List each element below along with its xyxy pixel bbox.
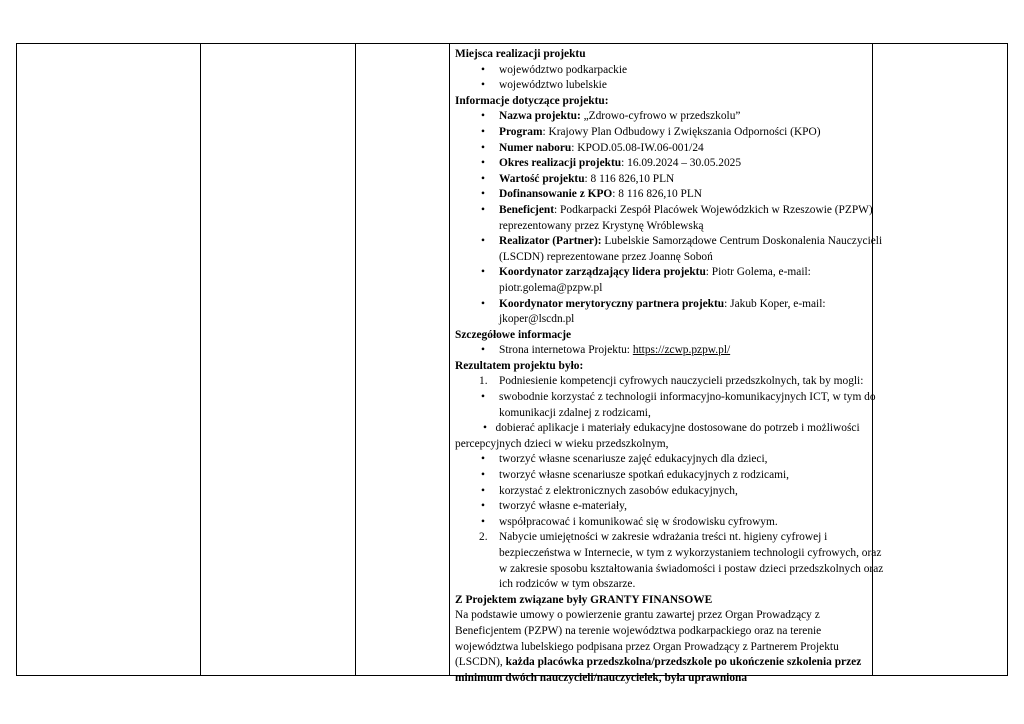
special-item-text: dobierać aplikacje i materiały edukacyjne dostosowane do potrzeb i możliwości percepcyjnych dzieci w wieku przedszkolnym, xyxy=(455,422,860,450)
result-1-sublist-b xyxy=(455,452,887,530)
column-divider xyxy=(449,44,450,675)
info-list xyxy=(455,109,887,327)
info-item xyxy=(455,203,887,234)
grants-paragraph xyxy=(455,608,887,686)
website-item xyxy=(455,343,887,359)
info-label: Koordynator zarządzający lidera projektu xyxy=(499,266,706,279)
info-value: : Podkarpacki Zespół Placówek Wojewódzkich w Rzeszowie (PZPW) reprezentowany przez Krystynę Wróblewską xyxy=(499,203,873,232)
info-value: : KPOD.05.08-IW.06-001/24 xyxy=(571,141,704,154)
item-text: tworzyć własne e-materiały, xyxy=(499,500,627,513)
result-subitem xyxy=(455,484,887,500)
bullet: • xyxy=(481,469,485,482)
info-item xyxy=(455,109,887,125)
grants-heading: Z Projektem związane były GRANTY FINANSOWE xyxy=(455,593,713,606)
info-item xyxy=(455,265,887,296)
document-table xyxy=(16,43,1008,684)
info-value: : Jakub Koper, e-mail: jkoper@lscdn.pl xyxy=(499,297,826,326)
result-subitem xyxy=(455,468,887,484)
info-item xyxy=(455,187,887,203)
locations-list xyxy=(455,63,887,94)
results-heading: Rezultatem projektu było: xyxy=(455,359,584,372)
bullet: • xyxy=(481,266,485,279)
project-description-cell xyxy=(455,47,887,686)
item-text: tworzyć własne scenariusze zajęć edukacyjnych dla dzieci, xyxy=(499,453,768,466)
info-value: : 8 116 826,10 PLN xyxy=(612,188,703,201)
info-value: : Piotr Golema, e-mail: piotr.golema@pzpw.pl xyxy=(499,266,811,294)
result-1-special-item xyxy=(455,421,887,452)
bullet: • xyxy=(481,515,485,528)
result-item-1 xyxy=(455,374,887,390)
bullet: • xyxy=(481,500,485,513)
result-1-sublist xyxy=(455,390,887,421)
info-label: Realizator (Partner): xyxy=(499,235,602,248)
info-item xyxy=(455,297,887,328)
item-text: województwo lubelskie xyxy=(499,79,607,92)
bullet: • xyxy=(481,484,485,497)
item-text: województwo podkarpackie xyxy=(499,63,628,76)
info-item xyxy=(455,141,887,157)
bullet: • xyxy=(481,391,485,404)
grants-text: Na podstawie umowy o powierzenie grantu zawartej przez Organ Prowadzący z Beneficjentem (PZPW) na terenie województwa podkarpackiego oraz na terenie województwa lubelskiego podpisana przez Organ Prowadzący z Partnerem Projektu (LSCDN), xyxy=(455,609,839,669)
column-divider xyxy=(355,44,356,675)
info-label: Numer naboru xyxy=(499,141,572,154)
info-label: Program xyxy=(499,125,543,138)
locations-heading: Miejsca realizacji projektu xyxy=(455,48,586,60)
info-label: Wartość projektu xyxy=(499,172,585,185)
number-marker: 2. xyxy=(479,531,488,544)
bullet: • xyxy=(481,203,485,216)
result-subitem xyxy=(455,499,887,515)
bullet: • xyxy=(481,141,485,154)
bullet: • xyxy=(481,110,485,123)
info-label: Koordynator merytoryczny partnera projektu xyxy=(499,297,725,310)
bullet: • xyxy=(481,344,485,357)
column-divider xyxy=(200,44,201,675)
info-item xyxy=(455,125,887,141)
info-item xyxy=(455,156,887,172)
info-item xyxy=(455,234,887,265)
info-label: Nazwa projektu: xyxy=(499,110,581,123)
bullet: • xyxy=(481,125,485,138)
result-item-2 xyxy=(455,530,887,592)
info-value: : 8 116 826,10 PLN xyxy=(584,172,675,185)
info-value: „Zdrowo-cyfrowo w przedszkolu” xyxy=(580,110,741,123)
item-text: współpracować i komunikować się w środowisku cyfrowym. xyxy=(499,515,778,528)
location-item xyxy=(455,63,887,79)
info-item xyxy=(455,172,887,188)
item-text: korzystać z elektronicznych zasobów edukacyjnych, xyxy=(499,484,738,497)
result-2-text: Nabycie umiejętności w zakresie wdrażania treści nt. higieny cyfrowej i bezpieczeństwa w Internecie, w tym z wykorzystaniem technologii cyfrowych, oraz w zakresie sposobu kształtowania świadomości i postaw dzieci przedszkolnych oraz ich rodziców w tym obszarze. xyxy=(499,531,884,591)
info-label: Beneficjent xyxy=(499,203,555,216)
bullet: • xyxy=(481,172,485,185)
location-item xyxy=(455,78,887,94)
info-value: : Krajowy Plan Odbudowy i Zwiększania Odporności (KPO) xyxy=(542,125,821,138)
item-text: tworzyć własne scenariusze spotkań edukacyjnych z rodzicami, xyxy=(499,469,790,482)
result-subitem xyxy=(455,452,887,468)
bullet: • xyxy=(481,297,485,310)
grants-bold-text: każda placówka przedszkolna/przedszkole po ukończenie szkolenia przez minimum dwóch nauczycieli/nauczycielek, była uprawniona xyxy=(455,656,862,684)
info-label: Okres realizacji projektu xyxy=(499,157,622,170)
bullet: • xyxy=(481,188,485,201)
info-label: Dofinansowanie z KPO xyxy=(499,188,613,201)
result-1-text: Podniesienie kompetencji cyfrowych nauczycieli przedszkolnych, tak by mogli: xyxy=(499,375,864,388)
details-heading: Szczegółowe informacje xyxy=(455,328,572,341)
result-subitem xyxy=(455,390,887,421)
info-value: Lubelskie Samorządowe Centrum Doskonalenia Nauczycieli (LSCDN) reprezentowane przez Joannę Soboń xyxy=(499,235,883,263)
result-subitem xyxy=(455,515,887,531)
number-marker: 1. xyxy=(479,375,488,388)
bullet: • xyxy=(481,453,485,466)
bullet: • xyxy=(481,235,485,248)
website-link[interactable]: https://zcwp.pzpw.pl/ xyxy=(632,344,731,357)
info-heading: Informacje dotyczące projektu: xyxy=(455,94,609,107)
website-label: Strona internetowa Projektu: xyxy=(499,344,633,357)
bullet: • xyxy=(481,79,485,92)
info-value: : 16.09.2024 – 30.05.2025 xyxy=(621,157,742,170)
bullet: • xyxy=(483,422,487,435)
item-text: swobodnie korzystać z technologii informacyjno-komunikacyjnych ICT, w tym do komunikacji zdalnej z rodzicami, xyxy=(499,391,876,419)
bullet: • xyxy=(481,63,485,76)
bullet: • xyxy=(481,157,485,170)
